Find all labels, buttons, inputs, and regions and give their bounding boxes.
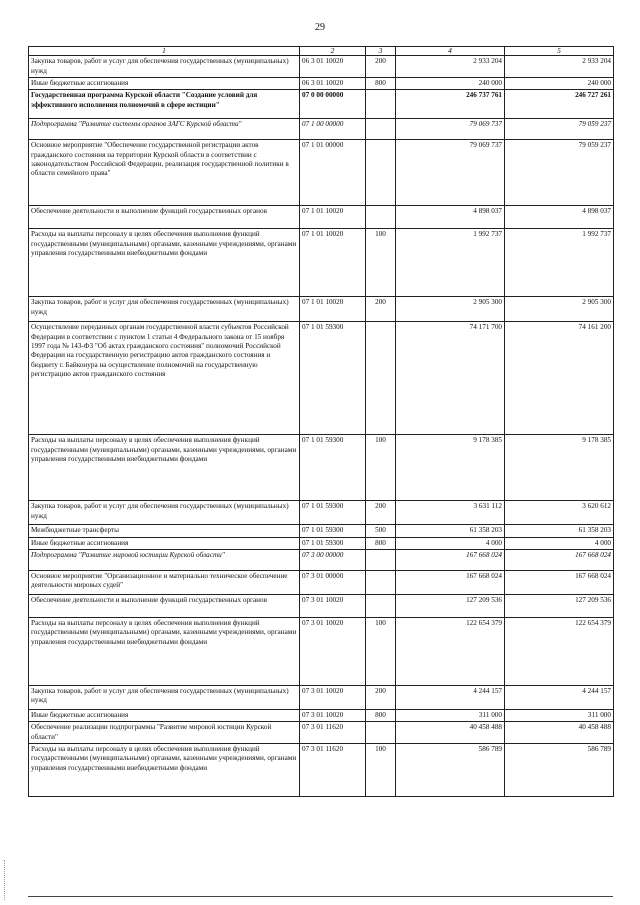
row-amount-col5: 167 668 024 xyxy=(505,571,614,595)
header-col-5: 5 xyxy=(505,47,614,56)
table-row xyxy=(29,229,614,297)
table-row xyxy=(29,686,614,710)
row-name: Обеспечение деятельности и выполнение функций государственных органов xyxy=(29,206,300,229)
row-amount-col5: 3 620 612 xyxy=(505,501,614,525)
table-row xyxy=(29,571,614,595)
table-body xyxy=(29,56,614,797)
row-expense-type: 100 xyxy=(366,435,396,501)
row-name: Расходы на выплаты персоналу в целях обеспечения выполнения функций государственными (муниципальными) органами, казенными учреждениями, органами управления государственными внебюджетными фондами xyxy=(29,229,300,297)
row-expense-type xyxy=(366,595,396,618)
row-code: 07 1 01 59300 xyxy=(300,501,366,525)
table-row xyxy=(29,537,614,549)
row-name: Подпрограмма "Развитие мировой юстиции Курской области" xyxy=(29,550,300,571)
row-expense-type: 800 xyxy=(366,710,396,722)
row-amount-col4: 586 789 xyxy=(396,744,505,797)
table-row xyxy=(29,710,614,722)
row-name: Государственная программа Курской области "Создание условий для эффективного исполнения полномочий в сфере юстиции" xyxy=(29,90,300,119)
table-row xyxy=(29,297,614,322)
row-expense-type: 100 xyxy=(366,744,396,797)
row-expense-type: 100 xyxy=(366,618,396,686)
row-amount-col4: 240 000 xyxy=(396,77,505,89)
row-name: Осуществление переданных органам государственной власти субъектов Российской Федерации в соответствии с пунктом 1 статьи 4 Федерального закона от 15 ноября 1997 года № 143-ФЗ "Об актах гражданского состояния" полномочий Российской Федерации на государственную регистрацию актов гражданского состояния и бюджету г. Байконура на осуществление полномочий на государственную регистрацию актов гражданского состояния xyxy=(29,322,300,435)
row-name: Подпрограмма "Развитие системы органов ЗАГС Курской области" xyxy=(29,119,300,140)
row-amount-col4: 127 209 536 xyxy=(396,595,505,618)
row-amount-col5: 9 178 385 xyxy=(505,435,614,501)
table-row xyxy=(29,119,614,140)
table-row xyxy=(29,744,614,797)
row-amount-col4: 4 898 037 xyxy=(396,206,505,229)
row-expense-type xyxy=(366,90,396,119)
row-code: 07 1 01 59300 xyxy=(300,435,366,501)
row-amount-col5: 4 244 157 xyxy=(505,686,614,710)
budget-table xyxy=(28,46,614,797)
row-expense-type xyxy=(366,722,396,744)
row-code: 07 1 01 10020 xyxy=(300,229,366,297)
row-name: Иные бюджетные ассигнования xyxy=(29,537,300,549)
row-code: 07 3 01 11620 xyxy=(300,744,366,797)
row-amount-col5: 79 059 237 xyxy=(505,140,614,206)
table-row xyxy=(29,595,614,618)
row-amount-col5: 167 668 024 xyxy=(505,550,614,571)
header-col-3: 3 xyxy=(366,47,396,56)
table-row xyxy=(29,435,614,501)
row-amount-col4: 4 244 157 xyxy=(396,686,505,710)
row-code: 07 3 01 10020 xyxy=(300,595,366,618)
row-expense-type xyxy=(366,140,396,206)
row-code: 07 1 01 59300 xyxy=(300,525,366,537)
row-expense-type xyxy=(366,119,396,140)
row-amount-col5: 4 898 037 xyxy=(505,206,614,229)
row-amount-col5: 586 789 xyxy=(505,744,614,797)
table-row xyxy=(29,501,614,525)
row-amount-col5: 2 905 300 xyxy=(505,297,614,322)
row-amount-col4: 311 000 xyxy=(396,710,505,722)
row-amount-col5: 61 358 203 xyxy=(505,525,614,537)
row-expense-type: 100 xyxy=(366,229,396,297)
row-name: Иные бюджетные ассигнования xyxy=(29,77,300,89)
row-name: Закупка товаров, работ и услуг для обеспечения государственных (муниципальных) нужд xyxy=(29,686,300,710)
row-expense-type xyxy=(366,550,396,571)
row-amount-col5: 2 933 204 xyxy=(505,56,614,78)
table-row xyxy=(29,77,614,89)
row-code: 07 3 01 11620 xyxy=(300,722,366,744)
row-name: Расходы на выплаты персоналу в целях обеспечения выполнения функций государственными (муниципальными) органами, казенными учреждениями, органами управления государственными внебюджетными фондами xyxy=(29,618,300,686)
table-header-row xyxy=(29,47,614,56)
row-amount-col5: 1 992 737 xyxy=(505,229,614,297)
row-expense-type xyxy=(366,322,396,435)
row-amount-col4: 74 171 700 xyxy=(396,322,505,435)
row-expense-type: 200 xyxy=(366,501,396,525)
row-amount-col5: 246 727 261 xyxy=(505,90,614,119)
row-code: 07 1 01 10020 xyxy=(300,297,366,322)
row-name: Обеспечение деятельности и выполнение функций государственных органов xyxy=(29,595,300,618)
row-code: 07 3 01 10020 xyxy=(300,618,366,686)
row-name: Иные бюджетные ассигнования xyxy=(29,710,300,722)
row-code: 06 3 01 10020 xyxy=(300,56,366,78)
table-row xyxy=(29,550,614,571)
row-amount-col4: 61 358 203 xyxy=(396,525,505,537)
row-expense-type: 200 xyxy=(366,56,396,78)
table-row xyxy=(29,322,614,435)
row-name: Расходы на выплаты персоналу в целях обеспечения выполнения функций государственными (муниципальными) органами, казенными учреждениями, органами управления государственными внебюджетными фондами xyxy=(29,744,300,797)
row-name: Основное мероприятие "Обеспечение государственной регистрации актов гражданского состояния на территории Курской области в соответствии с законодательством Российской Федерации, реализация государственной политики в области семейного права" xyxy=(29,140,300,206)
row-amount-col4: 1 992 737 xyxy=(396,229,505,297)
row-expense-type xyxy=(366,206,396,229)
header-col-2: 2 xyxy=(300,47,366,56)
table-row xyxy=(29,525,614,537)
row-code: 06 3 01 10020 xyxy=(300,77,366,89)
table-row xyxy=(29,206,614,229)
table-row xyxy=(29,56,614,78)
row-amount-col5: 79 059 237 xyxy=(505,119,614,140)
row-amount-col4: 9 178 385 xyxy=(396,435,505,501)
row-amount-col4: 40 458 488 xyxy=(396,722,505,744)
row-amount-col4: 167 668 024 xyxy=(396,550,505,571)
row-amount-col5: 311 000 xyxy=(505,710,614,722)
header-col-4: 4 xyxy=(396,47,505,56)
row-amount-col4: 79 069 737 xyxy=(396,119,505,140)
row-amount-col4: 122 654 379 xyxy=(396,618,505,686)
page-number: 29 xyxy=(315,22,325,33)
row-amount-col5: 240 000 xyxy=(505,77,614,89)
row-name: Закупка товаров, работ и услуг для обеспечения государственных (муниципальных) нужд xyxy=(29,297,300,322)
table-row xyxy=(29,618,614,686)
row-code: 07 1 01 59300 xyxy=(300,322,366,435)
row-code: 07 1 01 00000 xyxy=(300,140,366,206)
row-amount-col5: 4 000 xyxy=(505,537,614,549)
row-name: Обеспечение реализации подпрограммы "Развитие мировой юстиции Курской области" xyxy=(29,722,300,744)
row-amount-col5: 40 458 488 xyxy=(505,722,614,744)
row-code: 07 1 01 59300 xyxy=(300,537,366,549)
row-name: Расходы на выплаты персоналу в целях обеспечения выполнения функций государственными (муниципальными) органами, казенными учреждениями, органами управления государственными внебюджетными фондами xyxy=(29,435,300,501)
row-code: 07 1 00 00000 xyxy=(300,119,366,140)
table-row xyxy=(29,140,614,206)
row-amount-col5: 122 654 379 xyxy=(505,618,614,686)
table-row xyxy=(29,722,614,744)
row-name: Основное мероприятие "Организационное и материально техническое обеспечение деятельности мировых судей" xyxy=(29,571,300,595)
row-name: Закупка товаров, работ и услуг для обеспечения государственных (муниципальных) нужд xyxy=(29,501,300,525)
row-expense-type: 500 xyxy=(366,525,396,537)
margin-mark xyxy=(4,860,6,900)
table-row xyxy=(29,90,614,119)
row-expense-type xyxy=(366,571,396,595)
row-expense-type: 200 xyxy=(366,686,396,710)
row-code: 07 3 00 00000 xyxy=(300,550,366,571)
row-amount-col4: 79 069 737 xyxy=(396,140,505,206)
row-amount-col4: 167 668 024 xyxy=(396,571,505,595)
row-name: Межбюджетные трансферты xyxy=(29,525,300,537)
row-amount-col4: 2 905 300 xyxy=(396,297,505,322)
row-name: Закупка товаров, работ и услуг для обеспечения государственных (муниципальных) нужд xyxy=(29,56,300,78)
row-amount-col4: 4 000 xyxy=(396,537,505,549)
row-amount-col5: 127 209 536 xyxy=(505,595,614,618)
row-code: 07 3 01 10020 xyxy=(300,710,366,722)
row-expense-type: 800 xyxy=(366,77,396,89)
row-expense-type: 200 xyxy=(366,297,396,322)
row-amount-col4: 246 737 761 xyxy=(396,90,505,119)
row-expense-type: 800 xyxy=(366,537,396,549)
row-amount-col4: 2 933 204 xyxy=(396,56,505,78)
bottom-rule xyxy=(28,896,613,897)
header-col-1: 1 xyxy=(29,47,300,56)
row-code: 07 3 01 00000 xyxy=(300,571,366,595)
row-amount-col5: 74 161 200 xyxy=(505,322,614,435)
row-code: 07 1 01 10020 xyxy=(300,206,366,229)
row-code: 07 3 01 10020 xyxy=(300,686,366,710)
row-code: 07 0 00 00000 xyxy=(300,90,366,119)
row-amount-col4: 3 631 112 xyxy=(396,501,505,525)
